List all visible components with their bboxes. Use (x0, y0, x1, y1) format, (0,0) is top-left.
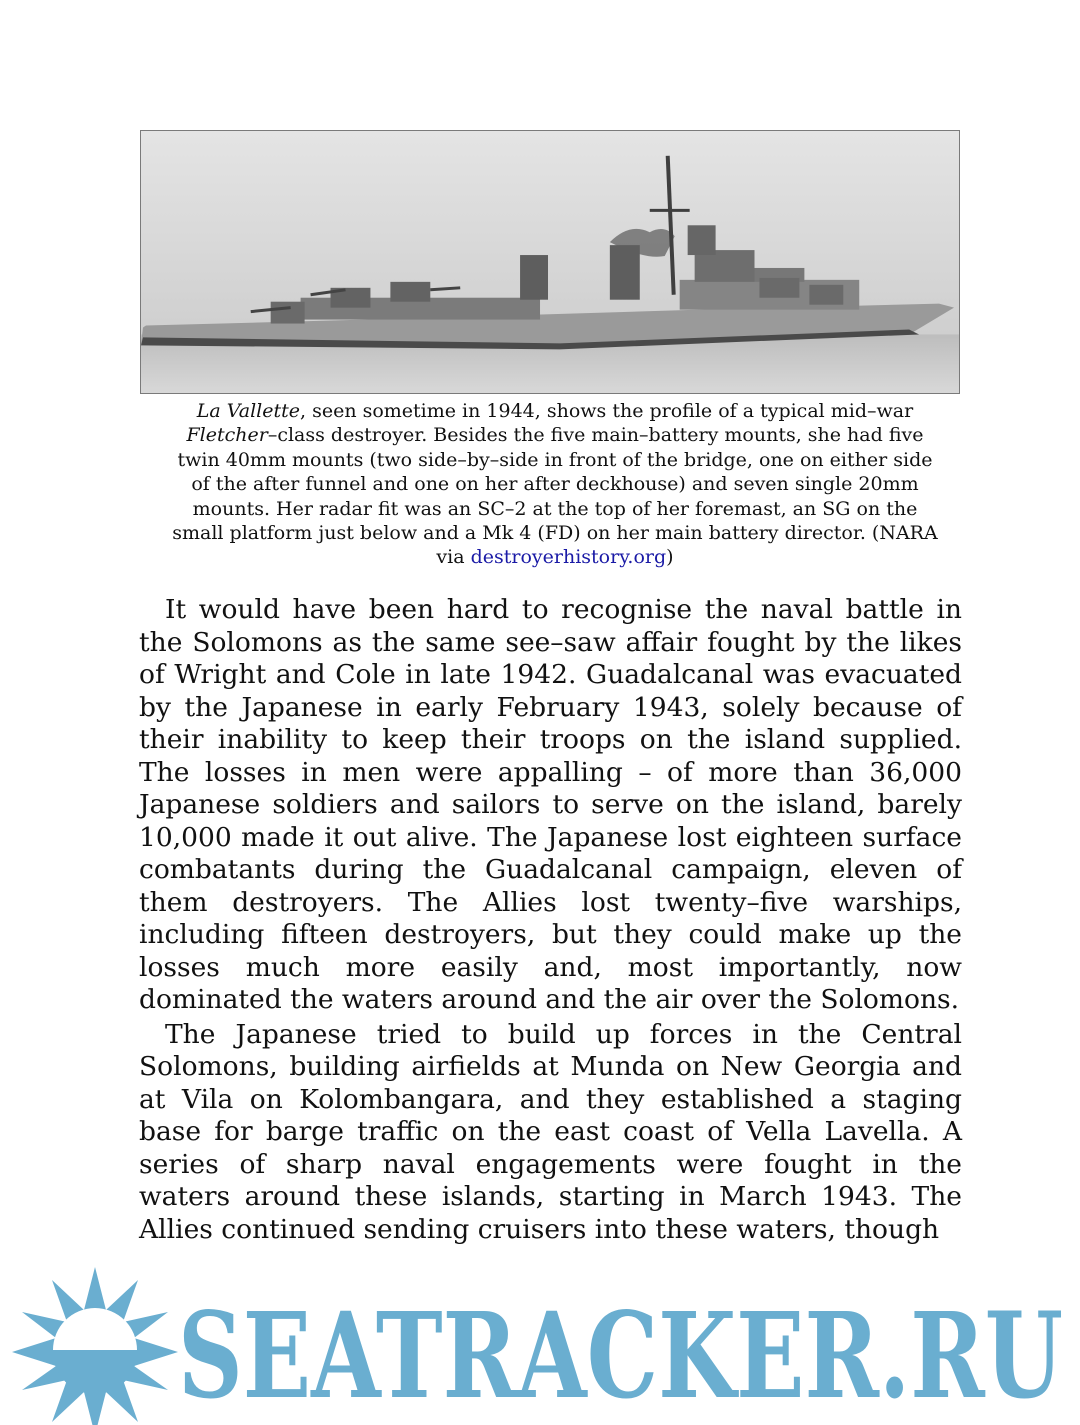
paragraph: It would have been hard to recognise the naval battle in the Solomons as the same see–saw affair fought by the likes of Wright and Cole in late 1942. Guadalcanal was evacuated by the Japanese in early February 1943, solely because of their inability to keep their troops on the island supplied. The losses in men were appalling – of more than 36,000 Japanese soldiers and sailors to serve on the island, barely 10,000 made it out alive. The Japanese lost eighteen surface combatants during the Guadalcanal campaign, eleven of them destroyers. The Allies lost twenty–five warships, including fifteen destroyers, but they could make up the losses much more easily and, most importantly, now dominated the waters around and the air over the Solomons. (139, 594, 962, 1015)
watermark-text: SEATRACKER.RU (178, 1286, 1063, 1425)
caption-ship-name: La Vallette (196, 400, 300, 422)
destroyer-photo-graphic (141, 131, 959, 393)
paragraph: The Japanese tried to build up forces in the Central Solomons, building airfields at Munda on New Georgia and at Vila on Kolombangara, and they established a staging base for barge traffic on the east coast of Vella Lavella. A series of sharp naval engagements were fought in the waters around these islands, starting in March 1943. The Allies continued sending cruisers into these waters, though (139, 1018, 962, 1245)
caption-source-link[interactable]: destroyerhistory.org (470, 546, 667, 569)
sun-logo-icon (12, 1267, 178, 1425)
body-text (139, 594, 962, 1248)
caption-ship-class: Fletcher (186, 424, 268, 447)
caption-text-2: –class destroyer. Besides the five main–battery mounts, she had five twin 40mm mounts (two side–by–side in front of the bridge, one on either side of the after funnel and one on her after deckhouse) and seven single 20mm mounts. Her radar fit was an SC–2 at the top of her foremast, an SG on the small platform just below and a Mk 4 (FD) on her main battery director. (NARA via (172, 424, 938, 569)
watermark-graphic (0, 1262, 1080, 1425)
caption-text-end: ) (666, 546, 674, 569)
destroyer-photo (140, 130, 960, 394)
figure-caption (170, 399, 940, 570)
seatracker-watermark (0, 1262, 1080, 1425)
caption-text-1: , seen sometime in 1944, shows the profile of a typical mid–war (300, 400, 914, 422)
